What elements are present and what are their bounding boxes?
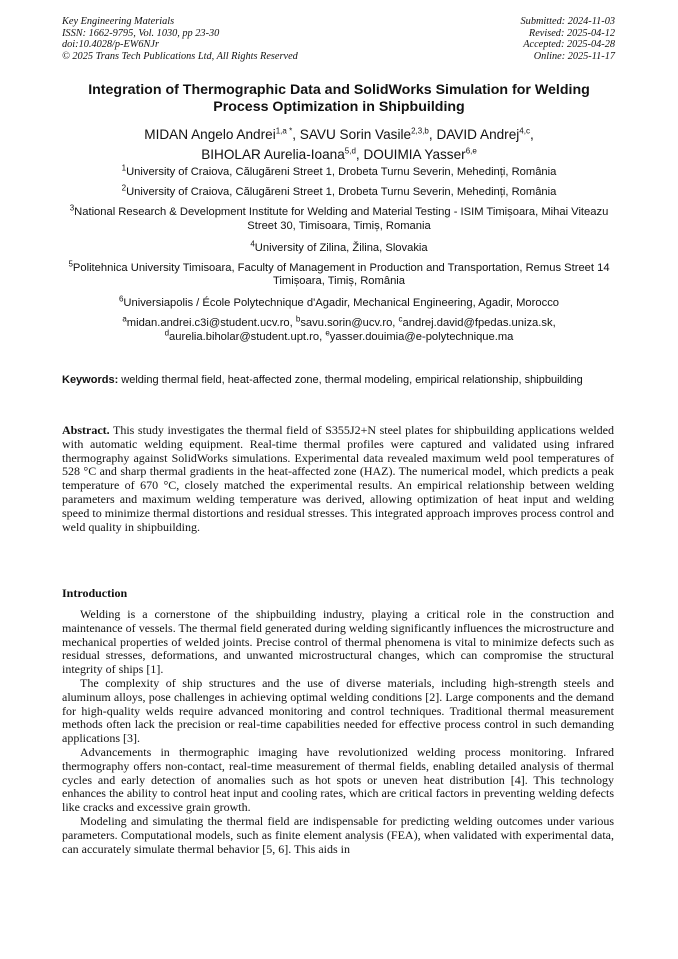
email-list [60, 314, 618, 344]
author-list: MIDAN Angelo Andrei$^{1,a *}$, SAVU Sorin Vasile$^{2,3,b}$, DAVID Andrej$^{4,c}$, BIHOLAR Aurelia-Ioana$^{5,d}$, DOUIMIA Yasser$^{6,e}$ [144, 126, 534, 162]
email-link[interactable]: andrej.david@fpedas.uniza.sk, [402, 317, 556, 330]
email-sup: e [325, 327, 330, 337]
keywords-text: welding thermal field, heat-affected zone, thermal modeling, empirical relationship, shipbuilding [118, 374, 583, 386]
email-sup: d [164, 327, 170, 337]
dates-header [521, 16, 615, 62]
affiliation-sup: 3 [69, 203, 75, 213]
copyright-line: © 2025 Trans Tech Publications Ltd, All Rights Reserved [62, 50, 298, 62]
affiliation [60, 294, 618, 311]
author-name: SAVU Sorin Vasile [299, 127, 412, 142]
email-sup: b [295, 314, 301, 324]
author-name: BIHOLAR Aurelia-Ioana [201, 147, 345, 162]
paragraph: Modeling and simulating the thermal field are indispensable for predicting welding outcomes under various parameters. Computational models, such as finite element analysis (FEA), when validated with experimental data, can accurately simulate thermal behavior [5, 6]. This aids in [62, 813, 614, 856]
affiliation [60, 238, 618, 256]
affiliation [60, 259, 618, 289]
affiliation-text: Universiapolis / École Polytechnique d'Agadir, Mechanical Engineering, Agadir, Morocco [123, 296, 560, 309]
author-sup: 5,d [344, 146, 356, 156]
affiliation-sup: 2 [121, 183, 127, 193]
email-link[interactable]: yasser.douimia@e-polytechnique.ma [329, 330, 514, 343]
issn-line: ISSN: 1662-9795, Vol. 1030, pp 23-30 [62, 27, 220, 39]
affiliation-text: University of Zilina, Žilina, Slovakia [254, 241, 428, 254]
keywords [62, 374, 614, 387]
affiliation [60, 163, 618, 180]
submitted-date: Submitted: 2024-11-03 [520, 16, 615, 27]
affiliation-text: University of Craiova, Călugăreni Street 1, Drobeta Turnu Severin, Mehedinți, România [126, 166, 557, 178]
revised-date: Revised: 2025-04-12 [528, 27, 615, 39]
affiliation [60, 203, 618, 233]
email-link[interactable]: midan.andrei.c3i@student.ucv.ro, [126, 317, 296, 330]
author-sup: 4,c [519, 126, 530, 136]
email-link[interactable]: savu.sorin@ucv.ro, [300, 317, 399, 330]
author-sup: 1,a * [275, 126, 293, 136]
author-sup: 6,e [465, 146, 477, 156]
paper-title: Integration of Thermographic Data and SolidWorks Simulation for Welding Process Optimization in Shipbuilding [88, 82, 590, 115]
section-heading: Introduction [62, 586, 128, 600]
email-sup: a [122, 314, 127, 324]
paragraph: Welding is a cornerstone of the shipbuilding industry, playing a critical role in the construction and maintenance of vessels. The thermal field generated during welding significantly influences the microstructure and mechanical properties of welded joints. Precise control of thermal phenomena is vital to minimize defects such as residual stresses, deformations, and unwanted microstructural changes, which can compromise the structural integrity of ships [1]. [62, 607, 614, 677]
affiliations [60, 163, 618, 344]
affiliation-sup: 4 [250, 238, 255, 248]
author-name: DOUIMIA Yasser [363, 147, 466, 162]
author-name: DAVID Andrej [436, 127, 520, 142]
paragraph: Advancements in thermographic imaging have revolutionized welding process monitoring. Infrared thermography offers non-contact, real-time measurement of thermal fields, enabling detailed analysis of thermal cycles and early detection of anomalies such as hot spots or uneven heat distribution [4]. This technology enhances the ability to control heat input and cooling rates, which are critical factors in preventing welding defects like cracks and excessive grain growth. [62, 744, 614, 815]
author-name: MIDAN Angelo Andrei [144, 127, 276, 142]
author-sup: 2,3,b [411, 126, 429, 136]
keywords-label: Keywords: [62, 374, 119, 386]
affiliation-sup: 1 [121, 163, 127, 173]
paragraph: The complexity of ship structures and the use of diverse materials, including high-strength steels and aluminum alloys, pose challenges in achieving optimal welding conditions [2]. Large components and the demand for high-quality welds require advanced monitoring and control techniques. Traditional thermal measurement methods often lack the precision or real-time capabilities needed for effective process control in such demanding applications [3]. [62, 675, 614, 746]
email-link[interactable]: aurelia.biholar@student.upt.ro, [169, 330, 326, 343]
abstract-text: This study investigates the thermal field of S355J2+N steel plates for shipbuilding applications welded with automatic welding equipment. Real-time thermal profiles were captured and validated using infrared thermography against SolidWorks simulations. Experimental data revealed maximum weld pool temperatures of 528 °C and sharp thermal gradients in the heat-affected zone (HAZ). The numerical model, which predicts a peak temperature of 670 °C, closely matched the experimental results. An empirical relationship between welding parameters and maximum welding temperature was derived, allowing optimization of heat input and welding speed to minimize thermal distortions and residual stresses. This integrated approach improves process control and weld quality in shipbuilding. [62, 423, 614, 534]
abstract-label: Abstract. [62, 423, 110, 437]
affiliation-text: National Research & Development Institute for Welding and Material Testing - ISIM Timișoara, Mihai Viteazu Street 30, Timisoara, Timiș, Romania [74, 206, 609, 232]
online-date: Online: 2025-11-17 [533, 50, 615, 62]
affiliation-text: Politehnica University Timisoara, Faculty of Management in Production and Transportation, Remus Street 14 Timișoara, Timiș, România [72, 261, 610, 288]
affiliation-sup: 5 [68, 259, 73, 269]
accepted-date: Accepted: 2025-04-28 [523, 39, 615, 51]
affiliation-text: University of Craiova, Călugăreni Street 1, Drobeta Turnu Severin, Mehedinți, România [126, 186, 557, 199]
journal-name: Key Engineering Materials [62, 16, 175, 27]
abstract [62, 424, 614, 534]
journal-header [62, 16, 298, 62]
email-sup: c [398, 314, 403, 324]
introduction-body [62, 608, 614, 856]
affiliation [60, 183, 618, 200]
doi-line[interactable]: doi:10.4028/p-EW6NJr [62, 39, 159, 51]
affiliation-sup: 6 [118, 294, 124, 304]
